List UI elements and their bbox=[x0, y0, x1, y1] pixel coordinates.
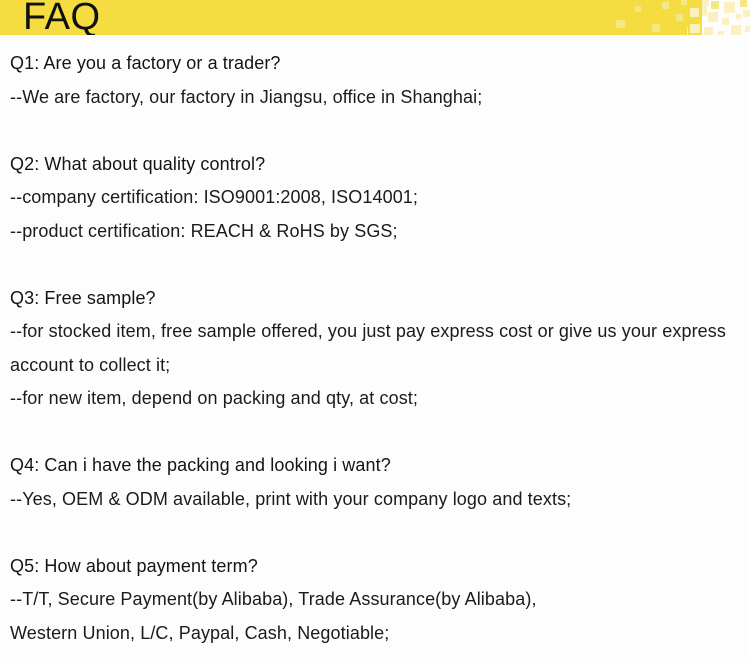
pixel-block bbox=[616, 20, 625, 28]
pixel-block bbox=[711, 1, 719, 9]
pixel-block bbox=[724, 2, 735, 13]
faq-header-banner bbox=[0, 0, 750, 35]
faq-answer: --Yes, OEM & ODM available, print with your company logo and texts; bbox=[10, 488, 572, 509]
pixel-block bbox=[708, 12, 718, 22]
pixel-block bbox=[704, 27, 713, 35]
pixel-dissolve-icon bbox=[600, 0, 750, 35]
pixel-block bbox=[690, 8, 699, 17]
faq-question: Q5: How about payment term? bbox=[10, 555, 258, 576]
pixel-block bbox=[731, 25, 741, 35]
pixel-block bbox=[681, 0, 687, 5]
pixel-block bbox=[743, 10, 750, 17]
pixel-block bbox=[652, 24, 660, 32]
faq-question: Q3: Free sample? bbox=[10, 287, 156, 308]
faq-answer: --T/T, Secure Payment(by Alibaba), Trade Assurance(by Alibaba), bbox=[10, 589, 537, 609]
pixel-block bbox=[662, 2, 669, 9]
faq-content bbox=[0, 35, 750, 650]
faq-answer: account to collect it; bbox=[10, 354, 171, 375]
faq-spacer bbox=[10, 416, 740, 450]
faq-question: Q1: Are you a factory or a trader? bbox=[10, 53, 281, 73]
faq-answer: --product certification: REACH & RoHS by SGS; bbox=[10, 220, 398, 241]
faq-spacer bbox=[10, 114, 740, 148]
faq-question: Q2: What about quality control? bbox=[10, 153, 266, 174]
pixel-block bbox=[745, 26, 750, 32]
faq-answer: --for new item, depend on packing and qty, at cost; bbox=[10, 388, 418, 408]
faq-answer: --company certification: ISO9001:2008, ISO14001; bbox=[10, 187, 419, 207]
faq-answer: Western Union, L/C, Paypal, Cash, Negotiable; bbox=[10, 622, 390, 643]
pixel-block bbox=[740, 0, 747, 7]
pixel-block bbox=[690, 24, 700, 33]
pixel-block bbox=[635, 6, 641, 12]
faq-answer: --for stocked item, free sample offered, you just pay express cost or give us your express bbox=[10, 321, 726, 341]
pixel-block bbox=[736, 14, 741, 19]
pixel-block bbox=[676, 14, 683, 21]
faq-answer: --We are factory, our factory in Jiangsu, office in Shanghai; bbox=[10, 86, 483, 107]
page-title: FAQ bbox=[23, 0, 101, 35]
faq-spacer bbox=[10, 516, 740, 550]
pixel-block bbox=[722, 18, 729, 25]
faq-spacer bbox=[10, 248, 740, 282]
faq-question: Q4: Can i have the packing and looking i want? bbox=[10, 455, 391, 475]
faq-header-band bbox=[0, 0, 688, 35]
